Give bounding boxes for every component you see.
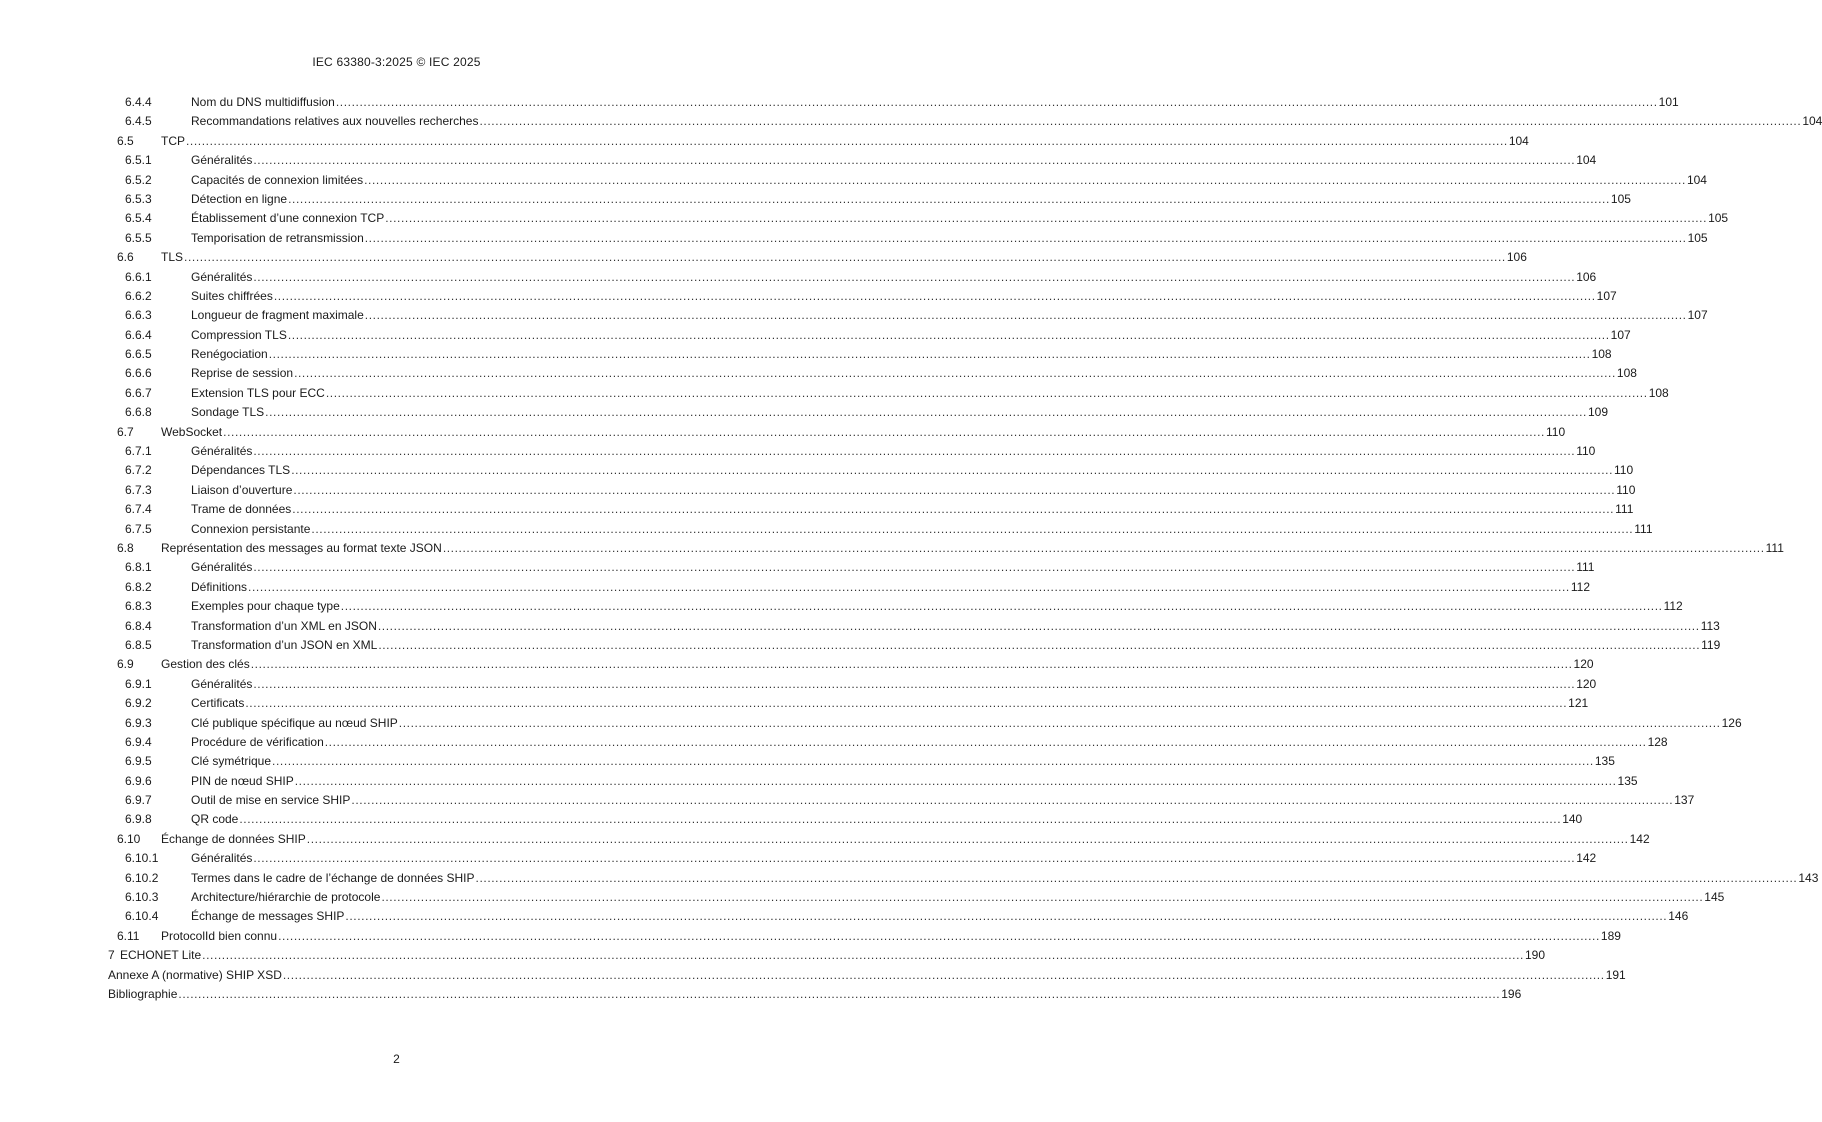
toc-entry-number: 6.7.3 bbox=[125, 482, 152, 497]
toc-entry-number: 6.7.4 bbox=[125, 502, 152, 517]
toc-dot-leader bbox=[295, 772, 1617, 791]
toc-entry[interactable] bbox=[108, 500, 1634, 519]
toc-dot-leader bbox=[364, 171, 1686, 190]
toc-entry-page: 106 bbox=[1506, 250, 1527, 265]
toc-entry-number: 6.7.5 bbox=[125, 521, 152, 536]
toc-entry-page: 104 bbox=[1508, 133, 1529, 148]
toc-dot-leader bbox=[272, 752, 1594, 771]
toc-dot-leader bbox=[178, 985, 1500, 1004]
toc-entry-page: 107 bbox=[1596, 288, 1617, 303]
toc-entry-title: Généralités bbox=[191, 676, 253, 691]
toc-dot-leader bbox=[351, 791, 1673, 810]
toc-entry[interactable] bbox=[108, 849, 1597, 868]
toc-entry-page: 107 bbox=[1687, 308, 1708, 323]
toc-entry-page: 107 bbox=[1610, 327, 1631, 342]
toc-entry-number: 6.6.1 bbox=[125, 269, 152, 284]
toc-entry[interactable] bbox=[108, 171, 1707, 190]
toc-dot-leader bbox=[253, 675, 1575, 694]
toc-entry-number: 6.9.3 bbox=[125, 715, 152, 730]
toc-entry-number: 6.7 bbox=[117, 424, 134, 439]
toc-entry[interactable] bbox=[108, 151, 1597, 170]
toc-entry-title: Liaison d’ouverture bbox=[191, 482, 293, 497]
toc-entry-title: Longueur de fragment maximale bbox=[191, 308, 364, 323]
toc-entry[interactable] bbox=[108, 112, 1822, 131]
toc-entry[interactable] bbox=[108, 966, 1626, 985]
toc-entry-title: Suites chiffrées bbox=[191, 288, 273, 303]
toc-dot-leader bbox=[476, 869, 1798, 888]
toc-entry-page: 110 bbox=[1616, 482, 1636, 497]
toc-entry[interactable] bbox=[108, 733, 1668, 752]
toc-entry-title: Outil de mise en service SHIP bbox=[191, 793, 351, 808]
toc-entry-title: Détection en ligne bbox=[191, 191, 288, 206]
toc-entry[interactable] bbox=[108, 694, 1589, 713]
toc-entry-number: 6.5.4 bbox=[125, 211, 152, 226]
toc-dot-leader bbox=[186, 132, 1508, 151]
toc-entry-title: Extension TLS pour ECC bbox=[191, 385, 325, 400]
toc-entry-title: Généralités bbox=[191, 444, 253, 459]
toc-entry[interactable] bbox=[108, 190, 1631, 209]
toc-entry-number: 6.9.8 bbox=[125, 812, 152, 827]
toc-entry-number: 6.4.5 bbox=[125, 114, 152, 129]
toc-entry-number: 6.9.7 bbox=[125, 793, 152, 808]
toc-dot-leader bbox=[479, 112, 1801, 131]
toc-entry-number: 6.9 bbox=[117, 657, 134, 672]
toc-entry-page: 111 bbox=[1765, 540, 1784, 555]
toc-dot-leader bbox=[341, 597, 1663, 616]
toc-entry-title: Capacités de connexion limitées bbox=[191, 172, 364, 187]
toc-entry-title: Clé publique spécifique au nœud SHIP bbox=[191, 715, 398, 730]
toc-entry-page: 109 bbox=[1588, 405, 1609, 420]
toc-entry[interactable] bbox=[108, 907, 1689, 926]
toc-dot-leader bbox=[253, 558, 1575, 577]
toc-entry-page: 191 bbox=[1605, 967, 1626, 982]
toc-entry-title: QR code bbox=[191, 812, 239, 827]
toc-entry-page: 142 bbox=[1576, 851, 1597, 866]
toc-entry-number: 6.9.4 bbox=[125, 734, 152, 749]
toc-entry-number: 6.8.2 bbox=[125, 579, 152, 594]
toc-entry-page: 110 bbox=[1614, 463, 1634, 478]
toc-entry-page: 106 bbox=[1576, 269, 1597, 284]
toc-entry-title: Sondage TLS bbox=[191, 405, 265, 420]
toc-entry-page: 105 bbox=[1610, 191, 1631, 206]
toc-entry[interactable] bbox=[108, 830, 1650, 849]
toc-entry-page: 105 bbox=[1687, 230, 1708, 245]
toc-entry-number: 6.6.2 bbox=[125, 288, 152, 303]
toc-entry-number: 6.10.3 bbox=[125, 890, 159, 905]
page-header: IEC 63380-3:2025 © IEC 2025 bbox=[312, 55, 481, 69]
toc-entry-number: 6.8.1 bbox=[125, 560, 152, 575]
toc-dot-leader bbox=[202, 946, 1524, 965]
toc-entry-page: 112 bbox=[1570, 579, 1590, 594]
toc-entry[interactable] bbox=[108, 578, 1590, 597]
toc-entry[interactable] bbox=[108, 810, 1583, 829]
toc-entry-page: 104 bbox=[1802, 114, 1822, 129]
toc-entry-title: Procédure de vérification bbox=[191, 734, 324, 749]
toc-dot-leader bbox=[325, 733, 1647, 752]
toc-entry[interactable] bbox=[108, 442, 1596, 461]
toc-entry-number: 6.6.8 bbox=[125, 405, 152, 420]
toc-entry-page: 145 bbox=[1704, 890, 1725, 905]
toc-entry-title: Compression TLS bbox=[191, 327, 287, 342]
toc-dot-leader bbox=[443, 539, 1765, 558]
toc-entry[interactable] bbox=[108, 791, 1695, 810]
toc-entry-page: 121 bbox=[1568, 696, 1589, 711]
toc-entry-title: Certificats bbox=[191, 696, 245, 711]
toc-entry-page: 196 bbox=[1501, 986, 1522, 1001]
toc-dot-leader bbox=[239, 810, 1561, 829]
toc-entry-title: Architecture/hiérarchie de protocole bbox=[191, 890, 381, 905]
table-of-contents bbox=[108, 93, 1822, 1004]
toc-entry-number: 6.4.4 bbox=[125, 95, 152, 109]
toc-entry-number: 6.6.7 bbox=[125, 385, 152, 400]
toc-entry-number: 6.10.4 bbox=[125, 909, 159, 924]
toc-entry-number: 6.8.5 bbox=[125, 637, 152, 652]
toc-entry-page: 189 bbox=[1600, 928, 1621, 943]
toc-entry-title: PIN de nœud SHIP bbox=[191, 773, 294, 788]
toc-entry[interactable] bbox=[108, 772, 1638, 791]
toc-entry-page: 108 bbox=[1591, 347, 1612, 362]
toc-dot-leader bbox=[184, 248, 1506, 267]
toc-entry[interactable] bbox=[108, 364, 1637, 383]
toc-entry-title: Temporisation de retransmission bbox=[191, 230, 364, 245]
toc-entry[interactable] bbox=[108, 888, 1725, 907]
toc-entry-page: 135 bbox=[1617, 773, 1638, 788]
toc-entry-page: 120 bbox=[1573, 657, 1594, 672]
toc-entry[interactable] bbox=[108, 306, 1708, 325]
toc-dot-leader bbox=[294, 364, 1616, 383]
toc-entry-number: 6.7.1 bbox=[125, 444, 152, 459]
toc-entry[interactable] bbox=[108, 752, 1615, 771]
toc-entry-number: 7 bbox=[108, 948, 115, 963]
toc-entry[interactable] bbox=[108, 539, 1784, 558]
toc-entry-number: 6.10.1 bbox=[125, 851, 159, 866]
toc-entry-page: 119 bbox=[1701, 637, 1721, 652]
toc-entry-title: Exemples pour chaque type bbox=[191, 599, 340, 614]
toc-entry[interactable] bbox=[108, 597, 1683, 616]
toc-entry[interactable] bbox=[108, 93, 1679, 112]
toc-dot-leader bbox=[378, 617, 1700, 636]
toc-entry[interactable] bbox=[108, 636, 1721, 655]
toc-entry-number: 6.10 bbox=[117, 831, 141, 846]
toc-entry-title: Représentation des messages au format texte JSON bbox=[161, 540, 442, 555]
toc-entry-number: 6.9.6 bbox=[125, 773, 152, 788]
toc-entry-title: Établissement d’une connexion TCP bbox=[191, 211, 385, 226]
toc-entry-title: Généralités bbox=[191, 269, 253, 284]
toc-entry-title: Gestion des clés bbox=[161, 657, 250, 672]
toc-entry-title: Recommandations relatives aux nouvelles recherches bbox=[191, 114, 479, 129]
toc-dot-leader bbox=[288, 326, 1610, 345]
toc-entry[interactable] bbox=[108, 345, 1612, 364]
toc-entry-number: 6.8.3 bbox=[125, 599, 152, 614]
toc-dot-leader bbox=[251, 655, 1573, 674]
toc-entry[interactable] bbox=[108, 268, 1597, 287]
page-number: 2 bbox=[393, 1052, 400, 1066]
toc-dot-leader bbox=[378, 636, 1700, 655]
toc-entry[interactable] bbox=[108, 520, 1653, 539]
toc-dot-leader bbox=[345, 907, 1667, 926]
toc-entry[interactable] bbox=[108, 287, 1617, 306]
toc-entry-page: 111 bbox=[1576, 560, 1595, 575]
toc-entry-page: 140 bbox=[1562, 812, 1583, 827]
toc-dot-leader bbox=[245, 694, 1567, 713]
toc-entry-title: Généralités bbox=[191, 560, 253, 575]
toc-entry-page: 105 bbox=[1708, 211, 1729, 226]
toc-entry-title: Échange de messages SHIP bbox=[191, 909, 345, 924]
toc-entry-title: Généralités bbox=[191, 153, 253, 168]
toc-entry-number: 6.6 bbox=[117, 250, 134, 265]
toc-entry[interactable] bbox=[108, 675, 1597, 694]
toc-dot-leader bbox=[265, 403, 1587, 422]
toc-entry-number: 6.5.2 bbox=[125, 172, 152, 187]
toc-dot-leader bbox=[365, 229, 1687, 248]
toc-dot-leader bbox=[336, 93, 1658, 112]
toc-entry-title: Trame de données bbox=[191, 502, 292, 517]
toc-dot-leader bbox=[399, 714, 1721, 733]
toc-entry-page: 104 bbox=[1576, 153, 1597, 168]
toc-entry-number: 6.9.2 bbox=[125, 696, 152, 711]
toc-entry-number: 6.5.5 bbox=[125, 230, 152, 245]
toc-entry-number: 6.11 bbox=[117, 928, 140, 943]
toc-entry[interactable] bbox=[108, 558, 1595, 577]
toc-entry-title: Clé symétrique bbox=[191, 754, 272, 769]
toc-entry[interactable] bbox=[108, 481, 1636, 500]
toc-entry[interactable] bbox=[108, 248, 1527, 267]
toc-dot-leader bbox=[326, 384, 1648, 403]
toc-dot-leader bbox=[385, 209, 1707, 228]
toc-dot-leader bbox=[291, 461, 1613, 480]
toc-entry-number: 6.8 bbox=[117, 540, 134, 555]
toc-entry[interactable] bbox=[108, 461, 1634, 480]
toc-entry-number: 6.6.6 bbox=[125, 366, 152, 381]
toc-dot-leader bbox=[283, 966, 1605, 985]
toc-entry-number: 6.8.4 bbox=[125, 618, 152, 633]
toc-entry-title: ProtocolId bien connu bbox=[161, 928, 278, 943]
toc-entry-page: 137 bbox=[1674, 793, 1695, 808]
toc-entry-page: 120 bbox=[1576, 676, 1597, 691]
toc-entry-page: 111 bbox=[1634, 521, 1653, 536]
toc-entry-page: 142 bbox=[1629, 831, 1650, 846]
toc-entry-title: Bibliographie bbox=[108, 986, 178, 1001]
toc-entry-title: Dépendances TLS bbox=[191, 463, 291, 478]
toc-entry-page: 104 bbox=[1686, 172, 1707, 187]
toc-entry-number: 6.6.5 bbox=[125, 347, 152, 362]
toc-dot-leader bbox=[274, 287, 1596, 306]
toc-entry-title: Annexe A (normative) SHIP XSD bbox=[108, 967, 282, 982]
toc-entry[interactable] bbox=[108, 229, 1708, 248]
toc-dot-leader bbox=[248, 578, 1570, 597]
toc-entry-number: 6.7.2 bbox=[125, 463, 152, 478]
toc-entry-page: 190 bbox=[1524, 948, 1545, 963]
toc-dot-leader bbox=[311, 520, 1633, 539]
toc-entry-title: Généralités bbox=[191, 851, 253, 866]
toc-dot-leader bbox=[292, 500, 1614, 519]
toc-entry[interactable] bbox=[108, 403, 1609, 422]
toc-entry[interactable] bbox=[108, 617, 1720, 636]
toc-entry-title: ECHONET Lite bbox=[120, 948, 202, 963]
toc-entry-number: 6.10.2 bbox=[125, 870, 159, 885]
toc-entry-page: 108 bbox=[1648, 385, 1669, 400]
toc-entry-title: Échange de données SHIP bbox=[161, 831, 306, 846]
toc-entry-title: Termes dans le cadre de l’échange de données SHIP bbox=[191, 870, 475, 885]
toc-entry-title: TCP bbox=[161, 133, 185, 148]
toc-entry-page: 112 bbox=[1663, 599, 1683, 614]
toc-entry-page: 101 bbox=[1658, 95, 1679, 109]
toc-dot-leader bbox=[288, 190, 1610, 209]
toc-entry-title: Transformation d’un JSON en XML bbox=[191, 637, 378, 652]
toc-entry[interactable] bbox=[108, 927, 1621, 946]
toc-entry-title: Nom du DNS multidiffusion bbox=[191, 95, 335, 109]
toc-entry[interactable] bbox=[108, 946, 1545, 965]
toc-entry[interactable] bbox=[108, 423, 1566, 442]
toc-dot-leader bbox=[293, 481, 1615, 500]
toc-entry-title: Transformation d’un XML en JSON bbox=[191, 618, 377, 633]
toc-dot-leader bbox=[253, 442, 1575, 461]
toc-entry-page: 111 bbox=[1615, 502, 1634, 517]
toc-entry-title: WebSocket bbox=[161, 424, 223, 439]
toc-entry[interactable] bbox=[108, 655, 1594, 674]
toc-entry[interactable] bbox=[108, 714, 1742, 733]
toc-dot-leader bbox=[253, 268, 1575, 287]
toc-entry-number: 6.9.1 bbox=[125, 676, 152, 691]
toc-dot-leader bbox=[253, 151, 1575, 170]
toc-entry-number: 6.6.4 bbox=[125, 327, 152, 342]
toc-entry[interactable] bbox=[108, 132, 1529, 151]
toc-entry-page: 128 bbox=[1647, 734, 1668, 749]
toc-entry-page: 143 bbox=[1798, 870, 1819, 885]
toc-entry-page: 113 bbox=[1700, 618, 1720, 633]
toc-entry-number: 6.9.5 bbox=[125, 754, 152, 769]
toc-dot-leader bbox=[307, 830, 1629, 849]
toc-entry[interactable] bbox=[108, 869, 1819, 888]
toc-entry[interactable] bbox=[108, 384, 1669, 403]
toc-dot-leader bbox=[381, 888, 1703, 907]
toc-entry-number: 6.5 bbox=[117, 133, 134, 148]
toc-entry-title: Renégociation bbox=[191, 347, 268, 362]
toc-dot-leader bbox=[278, 927, 1600, 946]
toc-entry-page: 108 bbox=[1616, 366, 1637, 381]
toc-dot-leader bbox=[253, 849, 1575, 868]
toc-dot-leader bbox=[269, 345, 1591, 364]
toc-entry-number: 6.5.3 bbox=[125, 191, 152, 206]
toc-entry-page: 135 bbox=[1594, 754, 1615, 769]
toc-entry[interactable] bbox=[108, 326, 1631, 345]
toc-entry-title: Définitions bbox=[191, 579, 248, 594]
toc-entry[interactable] bbox=[108, 985, 1522, 1004]
toc-dot-leader bbox=[365, 306, 1687, 325]
toc-entry-title: TLS bbox=[161, 250, 184, 265]
toc-entry-page: 146 bbox=[1668, 909, 1689, 924]
toc-entry-title: Reprise de session bbox=[191, 366, 294, 381]
toc-entry-title: Connexion persistante bbox=[191, 521, 311, 536]
toc-entry[interactable] bbox=[108, 209, 1729, 228]
toc-entry-page: 126 bbox=[1721, 715, 1742, 730]
toc-entry-number: 6.5.1 bbox=[125, 153, 152, 168]
toc-entry-page: 110 bbox=[1576, 444, 1596, 459]
toc-dot-leader bbox=[223, 423, 1545, 442]
toc-entry-page: 110 bbox=[1545, 424, 1566, 439]
toc-entry-number: 6.6.3 bbox=[125, 308, 152, 323]
